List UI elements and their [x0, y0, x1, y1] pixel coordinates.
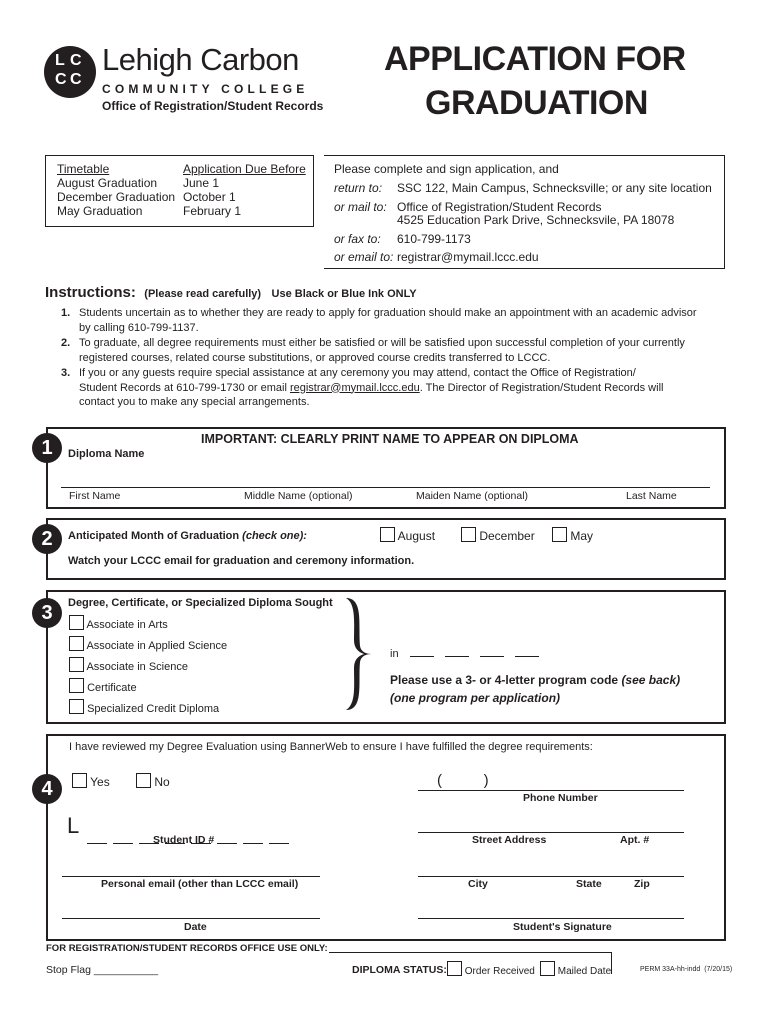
yes-label: Yes — [90, 775, 110, 789]
section-3-number: 3 — [32, 598, 62, 628]
graduation-month-note: (check one): — [242, 530, 307, 542]
mail-line1: Office of Registration/Student Records — [397, 200, 602, 214]
as-checkbox[interactable] — [69, 657, 84, 672]
instruction-number-1: 1. — [61, 307, 71, 319]
instruction-number-2: 2. — [61, 337, 71, 349]
instructions-note: (Please read carefully) — [144, 288, 262, 300]
no-option[interactable] — [136, 773, 170, 789]
august-checkbox[interactable] — [380, 527, 395, 542]
order-received-option[interactable] — [447, 961, 535, 977]
college-subtitle: COMMUNITY COLLEGE — [102, 82, 309, 96]
due-row-2: October 1 — [183, 190, 236, 204]
return-label: return to: — [334, 181, 383, 195]
section-1-number: 1 — [32, 433, 62, 463]
mail-label: or mail to: — [334, 200, 387, 214]
email-label: or email to: — [334, 250, 394, 264]
aas-label: Associate in Applied Science — [86, 640, 228, 652]
instruction-number-3: 3. — [61, 367, 71, 379]
logo-letter-3: C — [55, 71, 67, 88]
due-row-3: February 1 — [183, 204, 242, 218]
city-label: City — [468, 878, 488, 890]
aa-checkbox[interactable] — [69, 615, 84, 630]
as-label: Associate in Science — [86, 661, 188, 673]
section-4-number: 4 — [32, 774, 62, 804]
email-watch-note: Watch your LCCC email for graduation and ceremony information. — [68, 555, 415, 567]
due-row-1: June 1 — [183, 176, 220, 190]
degree-sought-label: Degree, Certificate, or Specialized Diploma Sought — [68, 597, 333, 609]
august-option[interactable] — [380, 527, 435, 543]
instruction-3-line3: contact you to make any special arrangements. — [79, 396, 310, 408]
form-title-line1: APPLICATION FOR — [384, 40, 686, 78]
logo-letter-2: C — [70, 52, 82, 69]
first-name-label: First Name — [69, 490, 121, 502]
diploma-label: Specialized Credit Diploma — [87, 703, 220, 715]
personal-email-field[interactable] — [62, 876, 320, 877]
certificate-label: Certificate — [87, 682, 137, 694]
logo-letter-1: L — [55, 52, 65, 69]
fax-label: or fax to: — [334, 232, 381, 246]
no-label: No — [154, 775, 170, 789]
no-checkbox[interactable] — [136, 773, 151, 788]
submit-info-box — [324, 155, 725, 269]
date-field[interactable] — [62, 918, 320, 919]
instruction-2-line2: registered courses, related course substitutions, or approved course credits transferred to LCCC. — [79, 351, 551, 364]
section-2-number: 2 — [32, 524, 62, 554]
degree-option-aa[interactable] — [69, 615, 168, 631]
phone-paren: ( ) — [437, 772, 489, 789]
instruction-item-2 — [61, 336, 685, 365]
street-address-label: Street Address — [472, 834, 547, 846]
registrar-email-link[interactable]: registrar@mymail.lccc.edu — [289, 381, 420, 394]
instructions-title: Instructions: — [45, 284, 136, 301]
signature-field[interactable] — [418, 918, 684, 919]
return-value: SSC 122, Main Campus, Schnecksville; or any site location — [397, 181, 712, 195]
yes-checkbox[interactable] — [72, 773, 87, 788]
order-received-checkbox[interactable] — [447, 961, 462, 976]
instruction-1-line2: by calling 610-799-1137. — [79, 321, 199, 334]
college-logo — [44, 46, 96, 98]
may-checkbox[interactable] — [552, 527, 567, 542]
graduation-month-text: Anticipated Month of Graduation — [68, 530, 240, 542]
middle-name-label: Middle Name (optional) — [244, 490, 353, 502]
fax-value: 610-799-1173 — [397, 232, 471, 246]
order-received-label: Order Received — [464, 966, 535, 977]
form-title-line2: GRADUATION — [425, 84, 648, 122]
mailed-date-option[interactable] — [540, 961, 611, 977]
logo-letter-4: C — [70, 71, 82, 88]
student-id-prefix: L — [67, 813, 80, 838]
diploma-checkbox[interactable] — [69, 699, 84, 714]
degree-option-certificate[interactable] — [69, 678, 137, 694]
timetable-box — [45, 155, 314, 227]
signature-label: Student's Signature — [513, 921, 612, 933]
graduation-month-label — [68, 530, 307, 542]
aas-checkbox[interactable] — [69, 636, 84, 651]
program-code-note — [390, 673, 680, 687]
instruction-item-1 — [61, 306, 697, 335]
instruction-3-line2a: Student Records at 610-799-1730 or email — [79, 381, 290, 394]
instruction-3-line2 — [79, 381, 663, 396]
instruction-1-line1: Students uncertain as to whether they are ready to apply for graduation should make an appointment with an academic advisor — [79, 307, 697, 319]
office-use-divider — [329, 952, 611, 953]
maiden-name-label: Maiden Name (optional) — [416, 490, 529, 502]
last-name-label: Last Name — [626, 490, 677, 502]
office-name: Office of Registration/Student Records — [102, 99, 324, 113]
mail-line2: 4525 Education Park Drive, Schnecksvile, PA 18078 — [397, 213, 675, 227]
instructions-heading — [45, 284, 417, 302]
phone-field[interactable] — [418, 790, 684, 791]
degree-option-as[interactable] — [69, 657, 188, 673]
diploma-status-label: DIPLOMA STATUS: — [352, 964, 447, 976]
instruction-item-3 — [61, 366, 663, 410]
term-row-1: August Graduation — [57, 176, 158, 190]
right-brace-icon — [342, 596, 376, 712]
instruction-3-line2b: . The Director of Registration/Student Records will — [419, 381, 664, 394]
email-value: registrar@mymail.lccc.edu — [397, 250, 539, 264]
term-row-3: May Graduation — [57, 204, 143, 218]
yes-option[interactable] — [72, 773, 110, 789]
mailed-date-label: Mailed Date — [557, 966, 612, 977]
college-name: Lehigh Carbon — [102, 42, 299, 77]
certificate-checkbox[interactable] — [69, 678, 84, 693]
in-label: in — [390, 648, 399, 660]
diploma-name-label: Diploma Name — [68, 448, 145, 460]
aa-label: Associate in Arts — [86, 619, 168, 631]
program-code-text: Please use a 3- or 4-letter program code — [390, 673, 619, 687]
december-label: December — [479, 529, 535, 543]
apt-label: Apt. # — [620, 834, 650, 846]
instruction-3-line1: If you or any guests require special assistance at any ceremony you may attend, contact the Office of Registration/ — [79, 367, 636, 379]
student-id-label: Student ID # — [153, 834, 215, 846]
degree-option-diploma[interactable] — [69, 699, 219, 715]
degree-option-aas[interactable] — [69, 636, 227, 652]
instruction-2-line1: To graduate, all degree requirements must either be satisfied or will be satisfied upon successful completion of your currently — [79, 337, 685, 349]
date-label: Date — [184, 921, 207, 933]
december-checkbox[interactable] — [461, 527, 476, 542]
timetable-header: Timetable — [57, 162, 110, 176]
august-label: August — [397, 529, 436, 543]
term-row-2: December Graduation — [57, 190, 176, 204]
phone-label: Phone Number — [523, 792, 598, 804]
may-label: May — [570, 529, 594, 543]
program-code-see-back: (see back) — [621, 673, 681, 687]
mailed-date-checkbox[interactable] — [540, 961, 555, 976]
diploma-important-note: IMPORTANT: CLEARLY PRINT NAME TO APPEAR ON DIPLOMA — [201, 432, 579, 446]
office-use-heading: FOR REGISTRATION/STUDENT RECORDS OFFICE USE ONLY: — [46, 943, 328, 954]
street-address-field[interactable] — [418, 832, 684, 833]
diploma-name-field[interactable] — [61, 487, 710, 488]
submit-intro: Please complete and sign application, and — [334, 162, 559, 176]
degree-evaluation-statement: I have reviewed my Degree Evaluation using BannerWeb to ensure I have fulfilled the degree requirements: — [69, 741, 593, 753]
state-label: State — [576, 878, 602, 890]
may-option[interactable] — [552, 527, 593, 543]
zip-label: Zip — [634, 878, 650, 890]
program-code-field[interactable] — [390, 648, 539, 660]
city-state-zip-field[interactable] — [418, 876, 684, 877]
office-use-divider-right — [611, 952, 612, 974]
form-code: PERM 33A-hh-indd (7/20/15) — [640, 966, 733, 973]
one-program-note: (one program per application) — [390, 691, 561, 705]
december-option[interactable] — [461, 527, 535, 543]
stop-flag-field[interactable]: Stop Flag ___________ — [46, 964, 159, 976]
instructions-ink: Use Black or Blue Ink ONLY — [271, 288, 417, 300]
due-header: Application Due Before — [183, 162, 306, 176]
personal-email-label: Personal email (other than LCCC email) — [101, 878, 299, 890]
